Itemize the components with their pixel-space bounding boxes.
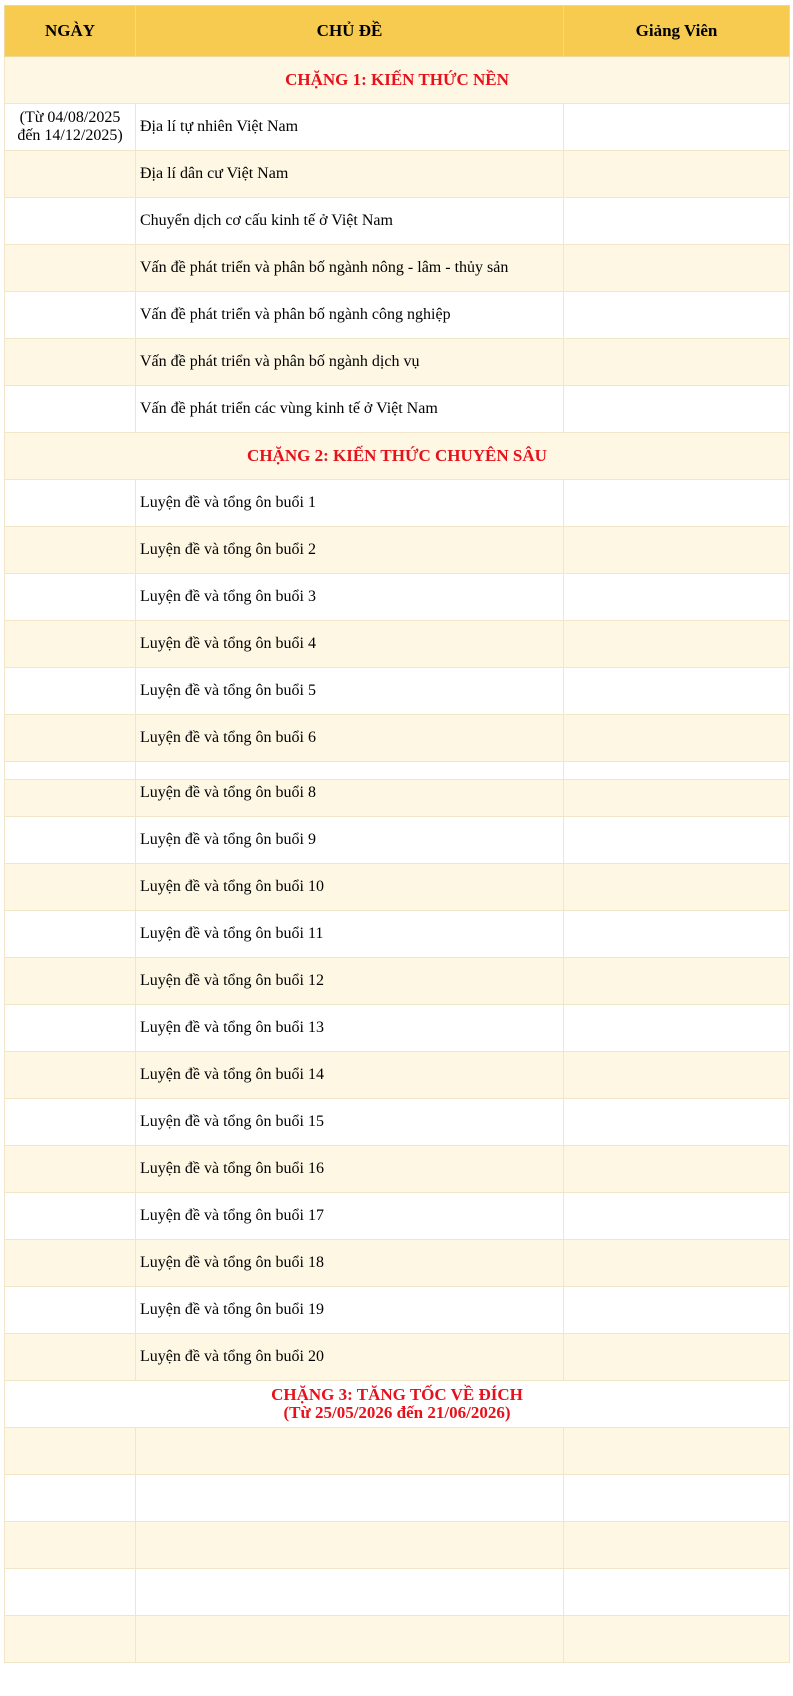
teacher-cell [564,292,790,339]
topic-cell: Luyện đề và tổng ôn buổi 12 [136,958,564,1005]
teacher-cell [564,864,790,911]
topic-cell [136,762,564,780]
table-row-clipped [5,762,790,780]
teacher-cell [564,1428,790,1475]
table-row [5,1334,790,1381]
date-cell [5,780,136,817]
topic-cell: Luyện đề và tổng ôn buổi 2 [136,527,564,574]
topic-cell [136,1522,564,1569]
topic-cell: Luyện đề và tổng ôn buổi 9 [136,817,564,864]
date-cell [5,1240,136,1287]
date-cell [5,1287,136,1334]
table-row [5,1475,790,1522]
teacher-cell [564,817,790,864]
date-cell [5,151,136,198]
table-row [5,527,790,574]
teacher-cell [564,1052,790,1099]
stage1-title-row [5,57,790,104]
table-row [5,574,790,621]
date-cell [5,1005,136,1052]
date-cell [5,386,136,433]
topic-cell: Địa lí dân cư Việt Nam [136,151,564,198]
table-row [5,339,790,386]
schedule-table [4,5,790,1663]
table-row [5,386,790,433]
table-row [5,864,790,911]
table-row [5,817,790,864]
schedule-sheet [4,5,789,1663]
date-cell [5,1193,136,1240]
teacher-cell [564,762,790,780]
date-cell [5,668,136,715]
table-row [5,292,790,339]
date-cell [5,621,136,668]
teacher-cell [564,911,790,958]
date-cell [5,1146,136,1193]
teacher-cell [564,386,790,433]
teacher-cell [564,780,790,817]
date-cell [5,1334,136,1381]
topic-cell: Vấn đề phát triển các vùng kinh tế ở Việt Nam [136,386,564,433]
date-cell [5,911,136,958]
teacher-cell [564,958,790,1005]
table-row [5,1287,790,1334]
topic-cell [136,1475,564,1522]
date-cell [5,1569,136,1616]
topic-cell: Luyện đề và tổng ôn buổi 10 [136,864,564,911]
table-row [5,1428,790,1475]
topic-cell: Vấn đề phát triển và phân bố ngành công nghiệp [136,292,564,339]
date-cell [5,817,136,864]
table-row [5,1616,790,1663]
table-row [5,1146,790,1193]
topic-cell: Luyện đề và tổng ôn buổi 3 [136,574,564,621]
date-cell [5,480,136,527]
topic-cell: Luyện đề và tổng ôn buổi 8 [136,780,564,817]
date-cell [5,715,136,762]
topic-cell: Luyện đề và tổng ôn buổi 16 [136,1146,564,1193]
topic-cell: Địa lí tự nhiên Việt Nam [136,104,564,151]
date-line-2: đến 14/12/2025) [17,127,123,144]
table-row [5,621,790,668]
table-row [5,911,790,958]
topic-cell [136,1616,564,1663]
date-cell [5,198,136,245]
table-row [5,780,790,817]
teacher-cell [564,1287,790,1334]
topic-cell: Luyện đề và tổng ôn buổi 15 [136,1099,564,1146]
table-row [5,1522,790,1569]
table-row [5,668,790,715]
table-row [5,1193,790,1240]
topic-cell: Vấn đề phát triển và phân bố ngành dịch vụ [136,339,564,386]
topic-cell: Luyện đề và tổng ôn buổi 6 [136,715,564,762]
teacher-cell [564,245,790,292]
topic-cell: Chuyển dịch cơ cấu kinh tế ở Việt Nam [136,198,564,245]
header-topic: CHỦ ĐỀ [136,6,564,57]
stage2-title-row [5,433,790,480]
teacher-cell [564,198,790,245]
stage3-title-cell [5,1381,790,1428]
topic-cell: Luyện đề và tổng ôn buổi 4 [136,621,564,668]
stage1-date-range [5,104,136,151]
date-cell [5,339,136,386]
table-row [5,1052,790,1099]
teacher-cell [564,668,790,715]
topic-cell: Vấn đề phát triển và phân bố ngành nông - lâm - thủy sản [136,245,564,292]
teacher-cell [564,151,790,198]
table-row [5,1099,790,1146]
teacher-cell [564,621,790,668]
topic-cell: Luyện đề và tổng ôn buổi 11 [136,911,564,958]
table-row [5,958,790,1005]
stage1-title: CHẶNG 1: KIẾN THỨC NỀN [5,57,790,104]
date-cell [5,574,136,621]
date-cell [5,1616,136,1663]
date-cell [5,245,136,292]
topic-cell: Luyện đề và tổng ôn buổi 18 [136,1240,564,1287]
table-row [5,1240,790,1287]
topic-cell: Luyện đề và tổng ôn buổi 14 [136,1052,564,1099]
teacher-cell [564,1569,790,1616]
stage3-title: CHẶNG 3: TĂNG TỐC VỀ ĐÍCH [271,1385,523,1404]
teacher-cell [564,339,790,386]
teacher-cell [564,1475,790,1522]
date-cell [5,762,136,780]
teacher-cell [564,1193,790,1240]
teacher-cell [564,1099,790,1146]
date-cell [5,958,136,1005]
date-line-1: (Từ 04/08/2025 [19,109,121,126]
topic-cell: Luyện đề và tổng ôn buổi 1 [136,480,564,527]
date-cell [5,292,136,339]
teacher-cell [564,1334,790,1381]
teacher-cell [564,1522,790,1569]
teacher-cell [564,1240,790,1287]
table-row [5,245,790,292]
header-date: NGÀY [5,6,136,57]
table-row [5,1005,790,1052]
teacher-cell [564,715,790,762]
topic-cell: Luyện đề và tổng ôn buổi 19 [136,1287,564,1334]
topic-cell: Luyện đề và tổng ôn buổi 17 [136,1193,564,1240]
topic-cell: Luyện đề và tổng ôn buổi 13 [136,1005,564,1052]
date-cell [5,864,136,911]
header-teacher: Giảng Viên [564,6,790,57]
teacher-cell [564,574,790,621]
teacher-cell [564,1146,790,1193]
stage2-title: CHẶNG 2: KIẾN THỨC CHUYÊN SÂU [5,433,790,480]
date-cell [5,1475,136,1522]
topic-cell [136,1569,564,1616]
date-cell [5,1428,136,1475]
date-cell [5,1099,136,1146]
teacher-cell [564,527,790,574]
teacher-cell [564,480,790,527]
topic-cell [136,1428,564,1475]
teacher-cell [564,104,790,151]
date-cell [5,1522,136,1569]
table-row [5,480,790,527]
date-cell [5,527,136,574]
table-row [5,715,790,762]
stage3-title-row [5,1381,790,1428]
table-row [5,151,790,198]
teacher-cell [564,1005,790,1052]
table-row [5,198,790,245]
teacher-cell [564,1616,790,1663]
table-header [5,6,790,57]
stage3-date-range: (Từ 25/05/2026 đến 21/06/2026) [283,1403,511,1422]
topic-cell: Luyện đề và tổng ôn buổi 5 [136,668,564,715]
date-cell [5,1052,136,1099]
table-row [5,1569,790,1616]
topic-cell: Luyện đề và tổng ôn buổi 20 [136,1334,564,1381]
table-row [5,104,790,151]
